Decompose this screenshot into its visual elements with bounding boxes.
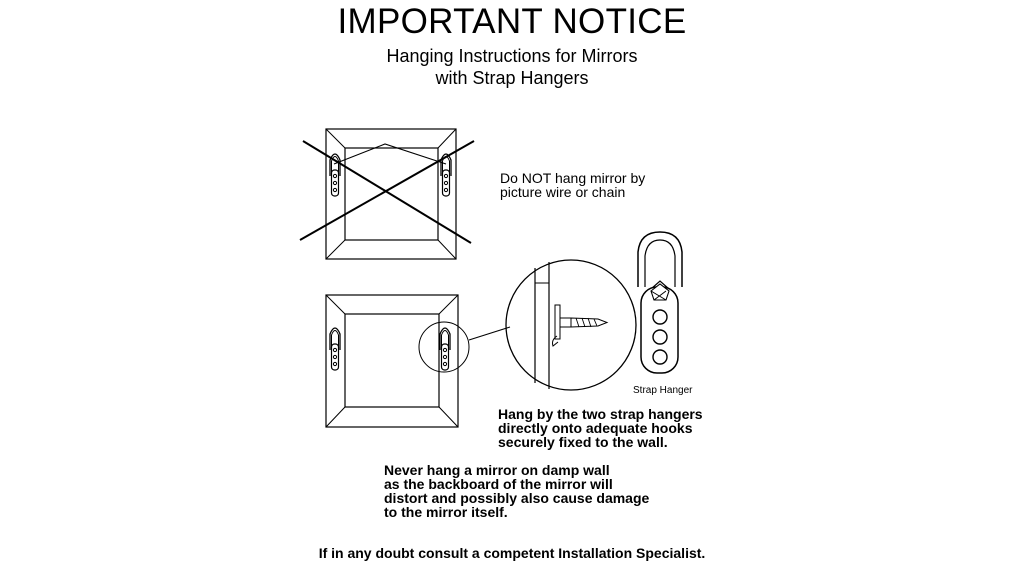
- strap-hanger-icon: [440, 328, 450, 370]
- hang-instruction-line-2: directly onto adequate hooks: [498, 420, 693, 436]
- footer-note: If in any doubt consult a competent Installation Specialist.: [318, 545, 706, 561]
- warning-wire-note: [500, 171, 645, 199]
- mirror-wire-diagram: [300, 129, 474, 259]
- strap-hanger-icon: [441, 154, 451, 196]
- damp-wall-line-1: Never hang a mirror on damp wall: [384, 462, 610, 478]
- subtitle-line-2: with Strap Hangers: [435, 68, 589, 88]
- hang-instruction-note: [498, 407, 703, 449]
- page-title: IMPORTANT NOTICE: [337, 2, 687, 41]
- damp-wall-line-3: distort and possibly also cause damage: [384, 490, 650, 506]
- damp-wall-line-4: to the mirror itself.: [384, 504, 508, 520]
- strap-hanger-large-icon: [638, 232, 682, 373]
- hang-instruction-line-3: securely fixed to the wall.: [498, 434, 668, 450]
- warning-wire-line-2: picture wire or chain: [500, 184, 626, 200]
- mirror-strap-diagram: [326, 295, 510, 427]
- warning-wire-line-1: Do NOT hang mirror by: [500, 170, 646, 186]
- detail-magnifier: [506, 260, 636, 390]
- hang-instruction-line-1: Hang by the two strap hangers: [498, 406, 703, 422]
- strap-hanger-icon: [330, 328, 340, 370]
- subtitle-line-1: Hanging Instructions for Mirrors: [386, 46, 638, 66]
- strap-hanger-caption: Strap Hanger: [633, 385, 693, 396]
- damp-wall-warning: [384, 463, 649, 519]
- damp-wall-line-2: as the backboard of the mirror will: [384, 476, 613, 492]
